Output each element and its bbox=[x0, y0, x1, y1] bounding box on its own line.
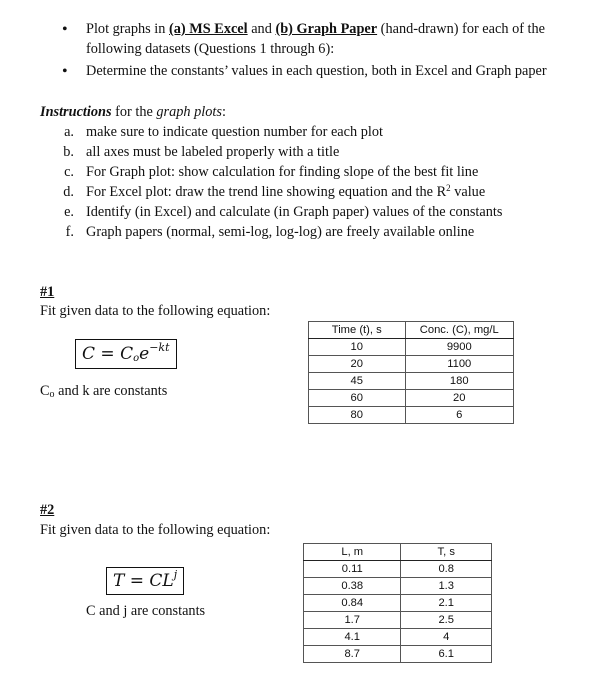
graph-paper-label: (b) Graph Paper bbox=[275, 21, 378, 37]
constants-rest: and k are constants bbox=[54, 383, 168, 399]
table-cell: 0.84 bbox=[304, 595, 401, 612]
bullet-2: Determine the constants’ values in each question, both in Excel and Graph paper bbox=[86, 63, 547, 79]
r-squared-superscript: 2 bbox=[446, 183, 451, 193]
table-cell: 8.7 bbox=[304, 646, 401, 663]
eq-c: C bbox=[82, 344, 96, 364]
question-1-table bbox=[308, 321, 514, 424]
constants-c: C bbox=[40, 383, 50, 399]
table-row bbox=[309, 373, 514, 390]
table-cell: 2.5 bbox=[401, 612, 492, 629]
instruction-marker: e. bbox=[64, 204, 74, 220]
table-cell: 0.38 bbox=[304, 578, 401, 595]
eq-c0: C bbox=[120, 344, 134, 364]
bullet-dot: • bbox=[62, 63, 68, 80]
instruction-marker: c. bbox=[64, 164, 74, 180]
instruction-item-tail: value bbox=[450, 184, 486, 200]
instruction-item bbox=[86, 183, 485, 201]
table-cell: 6.1 bbox=[401, 646, 492, 663]
instruction-item: make sure to indicate question number for each plot bbox=[86, 124, 383, 140]
table-row bbox=[304, 629, 492, 646]
table-cell: 1100 bbox=[405, 356, 513, 373]
table-cell: 80 bbox=[309, 407, 406, 424]
table-cell: 10 bbox=[309, 339, 406, 356]
table-cell: 20 bbox=[309, 356, 406, 373]
instructions-heading-italic: graph plots bbox=[156, 104, 222, 120]
eq-t: T bbox=[113, 571, 125, 591]
table-cell: 6 bbox=[405, 407, 513, 424]
question-1-prompt: Fit given data to the following equation: bbox=[40, 303, 271, 319]
eq-exponent: j bbox=[173, 568, 178, 581]
table-cell: 1.7 bbox=[304, 612, 401, 629]
instruction-item-text: For Excel plot: draw the trend line showing equation and the R bbox=[86, 184, 447, 200]
table-cell: 60 bbox=[309, 390, 406, 407]
question-1-label: #1 bbox=[40, 284, 55, 300]
bullet-dot: • bbox=[62, 21, 68, 38]
table-cell: 180 bbox=[405, 373, 513, 390]
question-2-label: #2 bbox=[40, 502, 55, 518]
table-cell: 45 bbox=[309, 373, 406, 390]
table-header: Conc. (C), mg/L bbox=[405, 322, 513, 339]
table-header: Time (t), s bbox=[309, 322, 406, 339]
table-header-row bbox=[304, 544, 492, 561]
instructions-heading-mid: for the bbox=[111, 104, 157, 120]
table-header: T, s bbox=[401, 544, 492, 561]
bullet-1-and: and bbox=[247, 21, 276, 37]
instruction-item: Graph papers (normal, semi-log, log-log) are freely available online bbox=[86, 224, 475, 240]
question-1-equation bbox=[75, 339, 177, 369]
instructions-heading bbox=[40, 103, 226, 121]
question-2-table bbox=[303, 543, 492, 663]
instruction-item: Identify (in Excel) and calculate (in Graph paper) values of the constants bbox=[86, 204, 503, 220]
instructions-heading-colon: : bbox=[221, 104, 226, 120]
instruction-marker: a. bbox=[64, 124, 74, 140]
instructions-heading-bold: Instructions bbox=[40, 104, 112, 120]
table-row bbox=[309, 356, 514, 373]
eq-e: e bbox=[139, 344, 150, 364]
table-cell: 1.3 bbox=[401, 578, 492, 595]
ms-excel-label: (a) MS Excel bbox=[169, 21, 248, 37]
constants-c-sub: o bbox=[49, 389, 55, 400]
instruction-item: all axes must be labeled properly with a title bbox=[86, 144, 340, 160]
table-cell: 0.11 bbox=[304, 561, 401, 578]
eq-exponent: −kt bbox=[149, 341, 170, 354]
table-cell: 9900 bbox=[405, 339, 513, 356]
table-cell: 2.1 bbox=[401, 595, 492, 612]
instruction-item: For Graph plot: show calculation for finding slope of the best fit line bbox=[86, 164, 479, 180]
table-row bbox=[304, 561, 492, 578]
question-2-equation bbox=[106, 567, 184, 595]
table-cell: 20 bbox=[405, 390, 513, 407]
bullet-1-line-2: following datasets (Questions 1 through 6): bbox=[86, 41, 335, 57]
instruction-marker: f. bbox=[65, 224, 74, 240]
table-row bbox=[309, 407, 514, 424]
table-row bbox=[309, 390, 514, 407]
table-row bbox=[309, 339, 514, 356]
eq-c0-sub: o bbox=[133, 353, 140, 364]
eq-cl: CL bbox=[149, 571, 174, 591]
table-cell: 4 bbox=[401, 629, 492, 646]
bullet-1-post: (hand-drawn) for each of the bbox=[377, 21, 546, 37]
instruction-marker: b. bbox=[63, 144, 74, 160]
table-header: L, m bbox=[304, 544, 401, 561]
bullet-1-line-1 bbox=[86, 20, 545, 38]
table-row bbox=[304, 612, 492, 629]
question-2-prompt: Fit given data to the following equation: bbox=[40, 522, 271, 538]
table-cell: 4.1 bbox=[304, 629, 401, 646]
bullet-1-text: Plot graphs in bbox=[86, 21, 170, 37]
instruction-marker: d. bbox=[63, 184, 74, 200]
table-row bbox=[304, 595, 492, 612]
table-row bbox=[304, 578, 492, 595]
question-1-constants bbox=[40, 382, 167, 400]
eq-equals: = bbox=[124, 571, 150, 591]
table-header-row bbox=[309, 322, 514, 339]
table-cell: 0.8 bbox=[401, 561, 492, 578]
table-row bbox=[304, 646, 492, 663]
question-2-constants: C and j are constants bbox=[86, 603, 206, 619]
eq-equals: = bbox=[95, 344, 121, 364]
